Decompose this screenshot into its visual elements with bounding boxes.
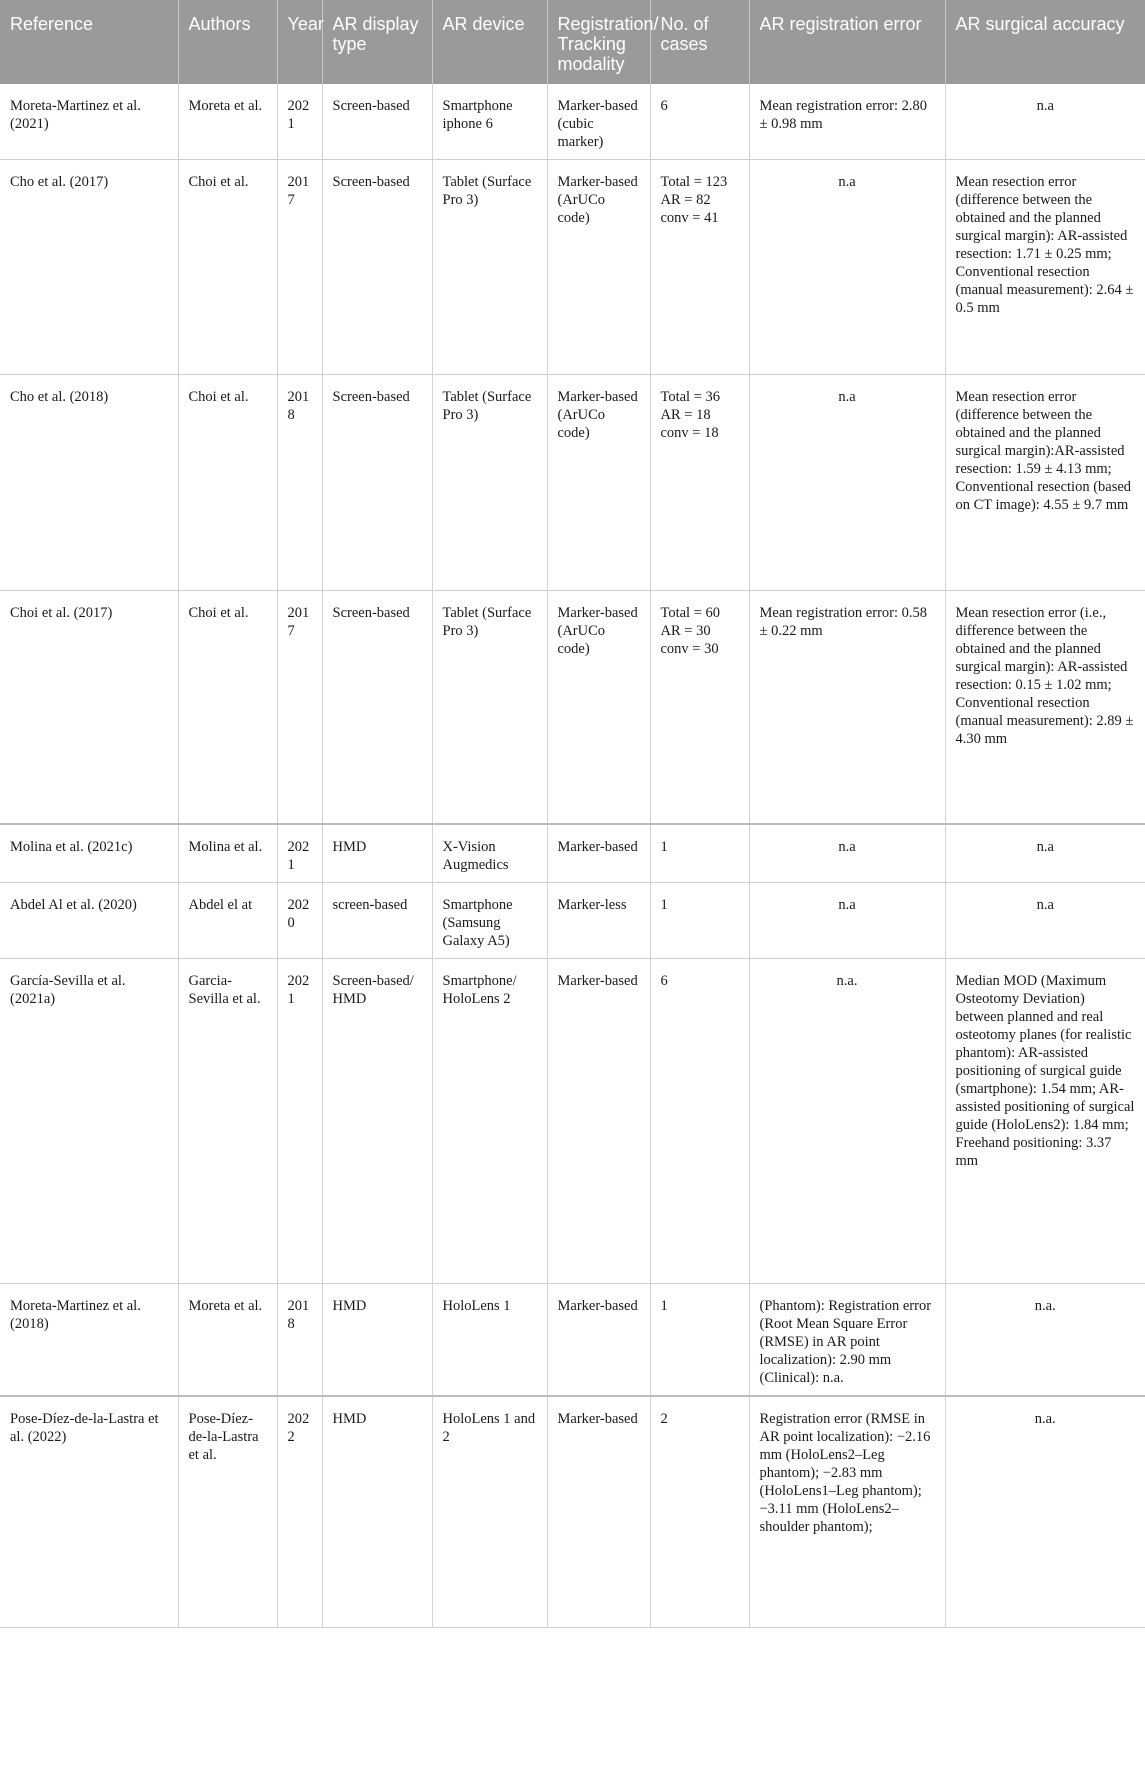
cell-display-type: HMD bbox=[322, 1283, 432, 1396]
cell-tracking: Marker-based bbox=[547, 958, 650, 1283]
cell-registration-error: (Phantom): Registration error (Root Mean Square Error (RMSE) in AR point localization): 2.90 mm (Clinical): n.a. bbox=[749, 1283, 945, 1396]
cell-authors: Pose-Díez-de-la-Lastra et al. bbox=[178, 1396, 277, 1628]
cell-cases: 1 bbox=[650, 824, 749, 883]
cell-device: Tablet (Surface Pro 3) bbox=[432, 160, 547, 375]
cell-authors: Choi et al. bbox=[178, 375, 277, 591]
cell-reference: Pose-Díez-de-la-Lastra et al. (2022) bbox=[0, 1396, 178, 1628]
cell-year: 2022 bbox=[277, 1396, 322, 1628]
cell-display-type: HMD bbox=[322, 1396, 432, 1628]
cell-surgical-accuracy: Mean resection error (i.e., difference between the obtained and the planned surgical margin): AR-assisted resection: 0.15 ± 1.02 mm; Conventional resection (manual measurement): 2.89 ± 4.30 mm bbox=[945, 591, 1145, 824]
cell-cases: 1 bbox=[650, 1283, 749, 1396]
cell-year: 2017 bbox=[277, 591, 322, 824]
cell-display-type: Screen-based bbox=[322, 591, 432, 824]
cell-cases: Total = 60 AR = 30 conv = 30 bbox=[650, 591, 749, 824]
table-header-row bbox=[0, 0, 1145, 84]
cell-registration-error: n.a bbox=[749, 824, 945, 883]
header-ar-device: AR device bbox=[432, 0, 547, 84]
cell-display-type: HMD bbox=[322, 824, 432, 883]
cell-reference: Choi et al. (2017) bbox=[0, 591, 178, 824]
cell-authors: Molina et al. bbox=[178, 824, 277, 883]
header-authors: Authors bbox=[178, 0, 277, 84]
cell-cases: 6 bbox=[650, 84, 749, 160]
cell-year: 2021 bbox=[277, 958, 322, 1283]
cell-surgical-accuracy: n.a bbox=[945, 882, 1145, 958]
cell-tracking: Marker-based (ArUCo code) bbox=[547, 375, 650, 591]
cell-cases: Total = 36 AR = 18 conv = 18 bbox=[650, 375, 749, 591]
cell-registration-error: n.a. bbox=[749, 958, 945, 1283]
cell-cases: Total = 123 AR = 82 conv = 41 bbox=[650, 160, 749, 375]
cell-reference: Abdel Al et al. (2020) bbox=[0, 882, 178, 958]
cell-surgical-accuracy: n.a. bbox=[945, 1396, 1145, 1628]
cell-device: X-Vision Augmedics bbox=[432, 824, 547, 883]
cell-registration-error: Mean registration error: 2.80 ± 0.98 mm bbox=[749, 84, 945, 160]
cell-registration-error: n.a bbox=[749, 882, 945, 958]
cell-surgical-accuracy: Mean resection error (difference between the obtained and the planned surgical margin): AR-assisted resection: 1.71 ± 0.25 mm; Conventional resection (manual measurement): 2.64 ± 0.5 mm bbox=[945, 160, 1145, 375]
cell-year: 2018 bbox=[277, 375, 322, 591]
table-row bbox=[0, 375, 1145, 591]
table-row bbox=[0, 84, 1145, 160]
cell-registration-error: Registration error (RMSE in AR point localization): −2.16 mm (HoloLens2–Leg phantom); −2.83 mm (HoloLens1–Leg phantom); −3.11 mm (HoloLens2–shoulder phantom); bbox=[749, 1396, 945, 1628]
cell-surgical-accuracy: n.a bbox=[945, 824, 1145, 883]
header-no-of-cases: No. of cases bbox=[650, 0, 749, 84]
header-registration-tracking: Registration/ Tracking modality bbox=[547, 0, 650, 84]
table-row bbox=[0, 958, 1145, 1283]
cell-authors: Garcia-Sevilla et al. bbox=[178, 958, 277, 1283]
cell-reference: Moreta-Martinez et al. (2018) bbox=[0, 1283, 178, 1396]
cell-device: Smartphone/ HoloLens 2 bbox=[432, 958, 547, 1283]
cell-device: Smartphone iphone 6 bbox=[432, 84, 547, 160]
cell-tracking: Marker-based bbox=[547, 1283, 650, 1396]
cell-authors: Abdel el at bbox=[178, 882, 277, 958]
cell-device: HoloLens 1 bbox=[432, 1283, 547, 1396]
header-ar-display-type: AR display type bbox=[322, 0, 432, 84]
cell-surgical-accuracy: n.a bbox=[945, 84, 1145, 160]
cell-reference: Molina et al. (2021c) bbox=[0, 824, 178, 883]
cell-year: 2017 bbox=[277, 160, 322, 375]
table-row bbox=[0, 882, 1145, 958]
cell-reference: Moreta-Martinez et al. (2021) bbox=[0, 84, 178, 160]
cell-reference: Cho et al. (2018) bbox=[0, 375, 178, 591]
table-row bbox=[0, 824, 1145, 883]
cell-year: 2021 bbox=[277, 84, 322, 160]
cell-surgical-accuracy: Mean resection error (difference between the obtained and the planned surgical margin):AR-assisted resection: 1.59 ± 4.13 mm; Conventional resection (based on CT image): 4.55 ± 9.7 mm bbox=[945, 375, 1145, 591]
header-year: Year bbox=[277, 0, 322, 84]
cell-authors: Moreta et al. bbox=[178, 84, 277, 160]
cell-reference: Cho et al. (2017) bbox=[0, 160, 178, 375]
cell-registration-error: n.a bbox=[749, 160, 945, 375]
cell-device: Smartphone (Samsung Galaxy A5) bbox=[432, 882, 547, 958]
table-row bbox=[0, 591, 1145, 824]
cell-cases: 1 bbox=[650, 882, 749, 958]
cell-year: 2021 bbox=[277, 824, 322, 883]
cell-registration-error: n.a bbox=[749, 375, 945, 591]
table-row bbox=[0, 1396, 1145, 1628]
cell-authors: Choi et al. bbox=[178, 160, 277, 375]
header-ar-registration-error: AR registration error bbox=[749, 0, 945, 84]
cell-device: Tablet (Surface Pro 3) bbox=[432, 375, 547, 591]
cell-cases: 6 bbox=[650, 958, 749, 1283]
cell-cases: 2 bbox=[650, 1396, 749, 1628]
cell-tracking: Marker-based (cubic marker) bbox=[547, 84, 650, 160]
table-row bbox=[0, 160, 1145, 375]
cell-tracking: Marker-based (ArUCo code) bbox=[547, 160, 650, 375]
cell-authors: Moreta et al. bbox=[178, 1283, 277, 1396]
cell-tracking: Marker-based (ArUCo code) bbox=[547, 591, 650, 824]
cell-tracking: Marker-based bbox=[547, 824, 650, 883]
cell-year: 2018 bbox=[277, 1283, 322, 1396]
cell-display-type: screen-based bbox=[322, 882, 432, 958]
cell-reference: García-Sevilla et al. (2021a) bbox=[0, 958, 178, 1283]
cell-device: HoloLens 1 and 2 bbox=[432, 1396, 547, 1628]
cell-device: Tablet (Surface Pro 3) bbox=[432, 591, 547, 824]
cell-authors: Choi et al. bbox=[178, 591, 277, 824]
cell-display-type: Screen-based bbox=[322, 84, 432, 160]
cell-registration-error: Mean registration error: 0.58 ± 0.22 mm bbox=[749, 591, 945, 824]
cell-tracking: Marker-based bbox=[547, 1396, 650, 1628]
table-row bbox=[0, 1283, 1145, 1396]
cell-year: 2020 bbox=[277, 882, 322, 958]
header-reference: Reference bbox=[0, 0, 178, 84]
cell-display-type: Screen-based/ HMD bbox=[322, 958, 432, 1283]
cell-surgical-accuracy: Median MOD (Maximum Osteotomy Deviation) between planned and real osteotomy planes (for realistic phantom): AR-assisted positioning of surgical guide (smartphone): 1.54 mm; AR-assisted positioning of surgical guide (HoloLens2): 1.84 mm; Freehand positioning: 3.37 mm bbox=[945, 958, 1145, 1283]
cell-display-type: Screen-based bbox=[322, 375, 432, 591]
header-ar-surgical-accuracy: AR surgical accuracy bbox=[945, 0, 1145, 84]
cell-surgical-accuracy: n.a. bbox=[945, 1283, 1145, 1396]
cell-display-type: Screen-based bbox=[322, 160, 432, 375]
cell-tracking: Marker-less bbox=[547, 882, 650, 958]
